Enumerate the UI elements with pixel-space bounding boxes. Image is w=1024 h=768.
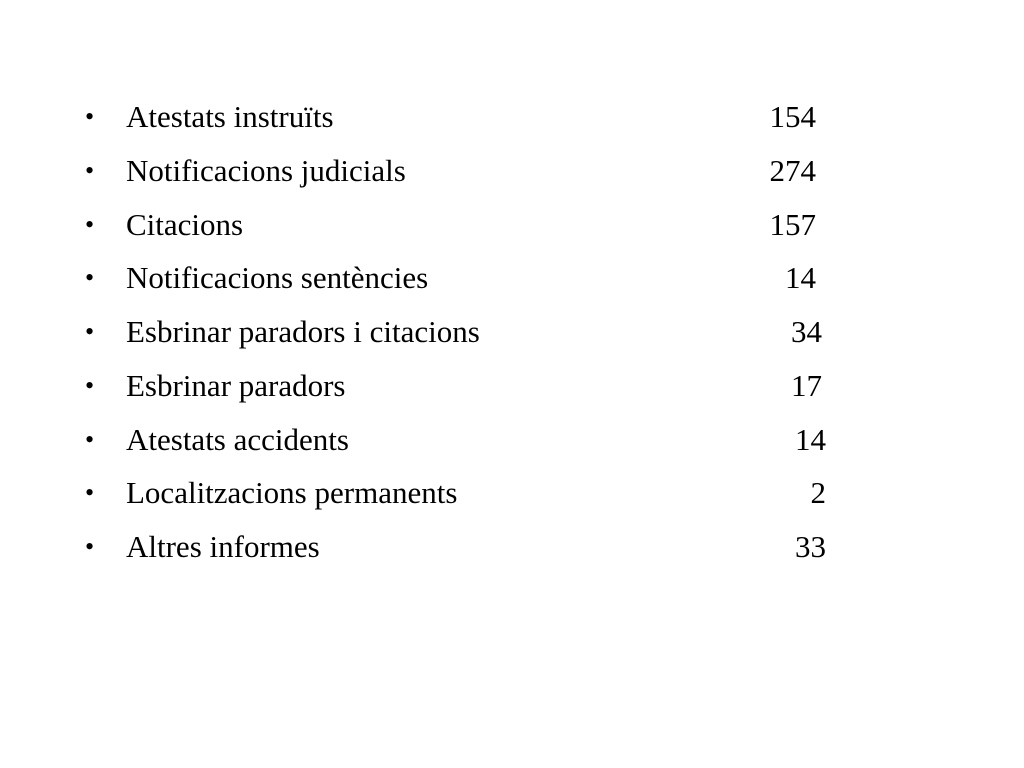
bullet-icon: •: [85, 424, 95, 454]
bullet-icon: •: [85, 102, 95, 131]
item-label: Esbrinar paradors: [126, 367, 346, 403]
item-value: 154: [769, 99, 816, 134]
item-label: Notificacions judicials: [126, 152, 406, 188]
item-value: 2: [810, 475, 826, 511]
item-label: Atestats instruïts: [126, 99, 334, 134]
item-value: 157: [769, 206, 816, 242]
item-label: Atestats accidents: [126, 421, 349, 457]
bullet-icon: •: [85, 155, 95, 185]
bullet-icon: •: [85, 370, 95, 400]
list-item: [0, 198, 1024, 252]
item-value: 17: [791, 367, 822, 403]
list-item: [0, 144, 1024, 198]
item-label: Notificacions sentències: [126, 260, 429, 296]
bullet-icon: •: [85, 209, 95, 239]
list-item: [0, 466, 1024, 520]
list-item: [0, 359, 1024, 413]
list-item: [0, 305, 1024, 359]
item-label: Esbrinar paradors i citacions: [126, 314, 480, 349]
item-value: 274: [769, 152, 816, 188]
list-item: [0, 413, 1024, 467]
list-item: [0, 520, 1024, 574]
bullet-icon: •: [85, 532, 95, 561]
item-value: 14: [785, 260, 816, 296]
list-item: [0, 90, 1024, 144]
item-label: Citacions: [126, 206, 244, 242]
bullet-list: [0, 90, 1024, 574]
item-label: Localitzacions permanents: [126, 475, 458, 511]
item-label: Altres informes: [126, 529, 320, 564]
bullet-icon: •: [85, 263, 95, 293]
item-value: 14: [795, 421, 826, 457]
bullet-icon: •: [85, 317, 95, 346]
list-item: [0, 251, 1024, 305]
item-value: 33: [795, 529, 826, 564]
item-value: 34: [791, 314, 822, 349]
bullet-icon: •: [85, 478, 95, 508]
